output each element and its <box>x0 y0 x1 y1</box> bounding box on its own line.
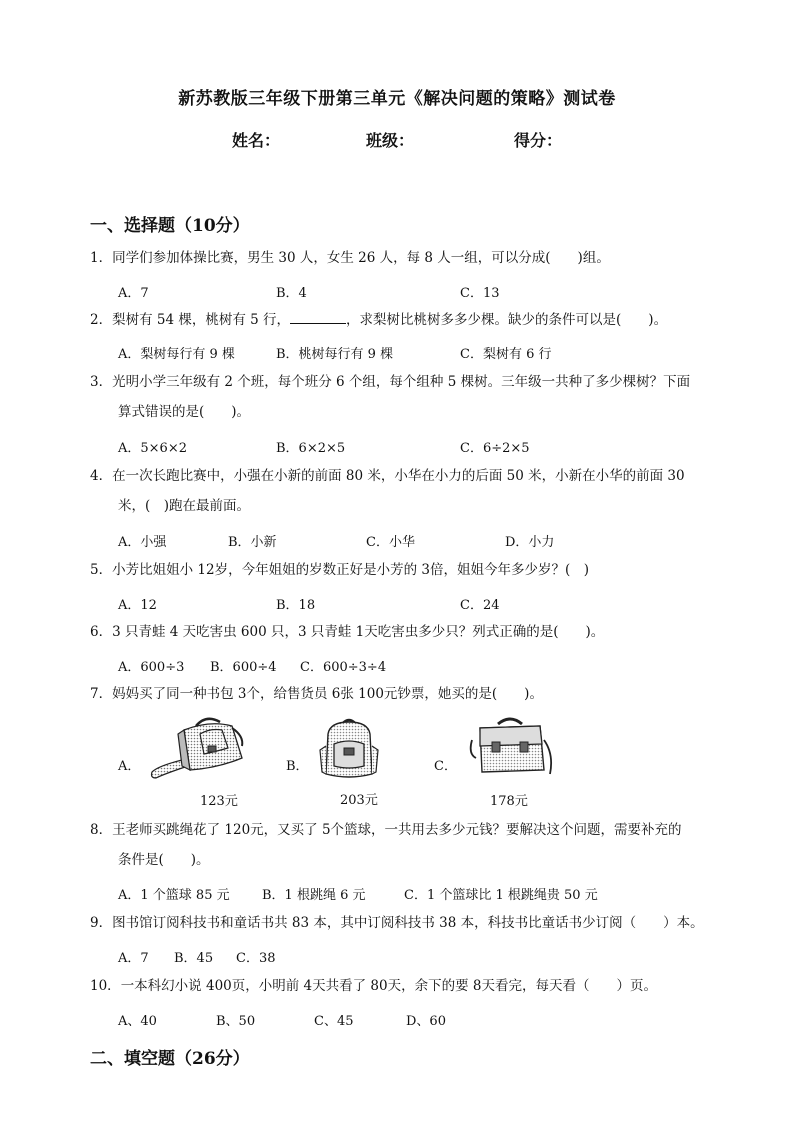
option-a: A．梨树每行有 9 棵 <box>118 347 235 362</box>
question-number: 9． <box>90 915 113 931</box>
option-c: C．13 <box>460 286 500 301</box>
question-number: 10． <box>90 978 121 994</box>
question-text: 在一次长跑比赛中，小强在小新的前面 80 米，小华在小力的后面 50 米，小新在小华的前面 30 <box>112 468 685 484</box>
question-text: 一本科幻小说 400页，小明前 4天共看了 80天，余下的要 8天看完，每天看（ ）页。 <box>120 978 657 994</box>
option-a: A．7 <box>118 286 149 301</box>
option-b: B．4 <box>276 286 307 301</box>
option-c: C．600÷3÷4 <box>300 660 387 675</box>
option-b: B．桃树每行有 9 棵 <box>276 347 394 362</box>
price-c: 178元 <box>490 794 528 809</box>
question-text: ，求梨树比桃树多多少棵。缺少的条件可以是( )。 <box>346 312 668 328</box>
question-text: 小芳比姐姐小 12岁，今年姐姐的岁数正好是小芳的 3倍，姐姐今年多少岁？( ) <box>112 562 589 578</box>
question-text-continued: 条件是( )。 <box>118 852 210 868</box>
option-b: B、50 <box>216 1014 256 1029</box>
option-a: A．小强 <box>118 535 167 550</box>
option-b: B．1 根跳绳 6 元 <box>262 888 366 903</box>
option-b: B．45 <box>174 951 214 966</box>
class-label: 班级： <box>366 131 415 150</box>
option-d: D、60 <box>406 1014 446 1029</box>
question-3 <box>90 367 730 427</box>
question-2 <box>90 305 730 335</box>
option-c: C． <box>434 759 457 774</box>
option-c: C．24 <box>460 598 500 613</box>
question-9 <box>90 908 750 938</box>
option-b: B． <box>286 759 309 774</box>
option-b: B．6×2×5 <box>276 441 346 456</box>
question-1 <box>90 243 730 273</box>
section-heading-fill: 二、填空题（26分） <box>90 1049 250 1069</box>
option-c: C．梨树有 6 行 <box>460 347 552 362</box>
shoulder-bag-icon <box>148 716 248 782</box>
question-text: 王老师买跳绳花了 120元，又买了 5个篮球，一共用去多少元钱？要解决这个问题，需要补充的 <box>112 822 682 838</box>
price-a: 123元 <box>200 794 238 809</box>
option-c: C．小华 <box>366 535 415 550</box>
question-number: 1． <box>90 250 113 266</box>
option-c: C．6÷2×5 <box>460 441 530 456</box>
score-label: 得分： <box>514 131 563 150</box>
question-5 <box>90 555 730 585</box>
option-a: A、40 <box>118 1014 157 1029</box>
question-number: 3． <box>90 374 113 390</box>
option-a: A．1 个篮球 85 元 <box>118 888 230 903</box>
name-label: 姓名： <box>232 131 281 150</box>
question-text: 同学们参加体操比赛，男生 30 人，女生 26 人，每 8 人一组，可以分成( )组。 <box>112 250 610 266</box>
page-title: 新苏教版三年级下册第三单元《解决问题的策略》测试卷 <box>178 89 616 109</box>
question-number: 6． <box>90 624 113 640</box>
option-d: D．小力 <box>505 535 555 550</box>
option-a: A．5×6×2 <box>118 441 187 456</box>
option-b: B．600÷4 <box>210 660 277 675</box>
question-text: 梨树有 54 棵，桃树有 5 行， <box>112 312 291 328</box>
answer-blank <box>290 311 346 324</box>
school-bag-icon <box>468 714 554 780</box>
question-text: 3 只青蛙 4 天吃害虫 600 只，3 只青蛙 1天吃害虫多少只？列式正确的是( )。 <box>112 624 605 640</box>
question-text: 图书馆订阅科技书和童话书共 83 本，其中订阅科技书 38 本，科技书比童话书少订阅（ ）本。 <box>112 915 704 931</box>
option-a: A． <box>118 759 141 774</box>
option-c: C．1 个篮球比 1 根跳绳贵 50 元 <box>404 888 598 903</box>
price-b: 203元 <box>340 793 378 808</box>
question-text-continued: 米，( )跑在最前面。 <box>118 498 251 514</box>
question-number: 8． <box>90 822 113 838</box>
question-number: 7． <box>90 686 113 702</box>
option-b: B．小新 <box>228 535 277 550</box>
backpack-icon <box>318 716 380 782</box>
option-a: A．600÷3 <box>118 660 185 675</box>
question-6 <box>90 617 730 647</box>
option-c: C．38 <box>236 951 276 966</box>
question-text: 妈妈买了同一种书包 3个，给售货员 6张 100元钞票，她买的是( )。 <box>112 686 543 702</box>
question-7 <box>90 679 730 709</box>
question-text-continued: 算式错误的是( )。 <box>118 404 251 420</box>
option-b: B．18 <box>276 598 316 613</box>
option-c: C、45 <box>314 1014 354 1029</box>
question-text: 光明小学三年级有 2 个班，每个班分 6 个组，每个组种 5 棵树。三年级一共种了多少棵树？下面 <box>112 374 691 390</box>
question-4 <box>90 461 730 521</box>
section-heading-choice: 一、选择题（10分） <box>90 216 250 236</box>
question-10 <box>90 971 730 1001</box>
question-8 <box>90 815 730 875</box>
question-number: 2． <box>90 312 113 328</box>
option-a: A．12 <box>118 598 157 613</box>
question-number: 5． <box>90 562 113 578</box>
option-a: A．7 <box>118 951 149 966</box>
question-number: 4． <box>90 468 113 484</box>
